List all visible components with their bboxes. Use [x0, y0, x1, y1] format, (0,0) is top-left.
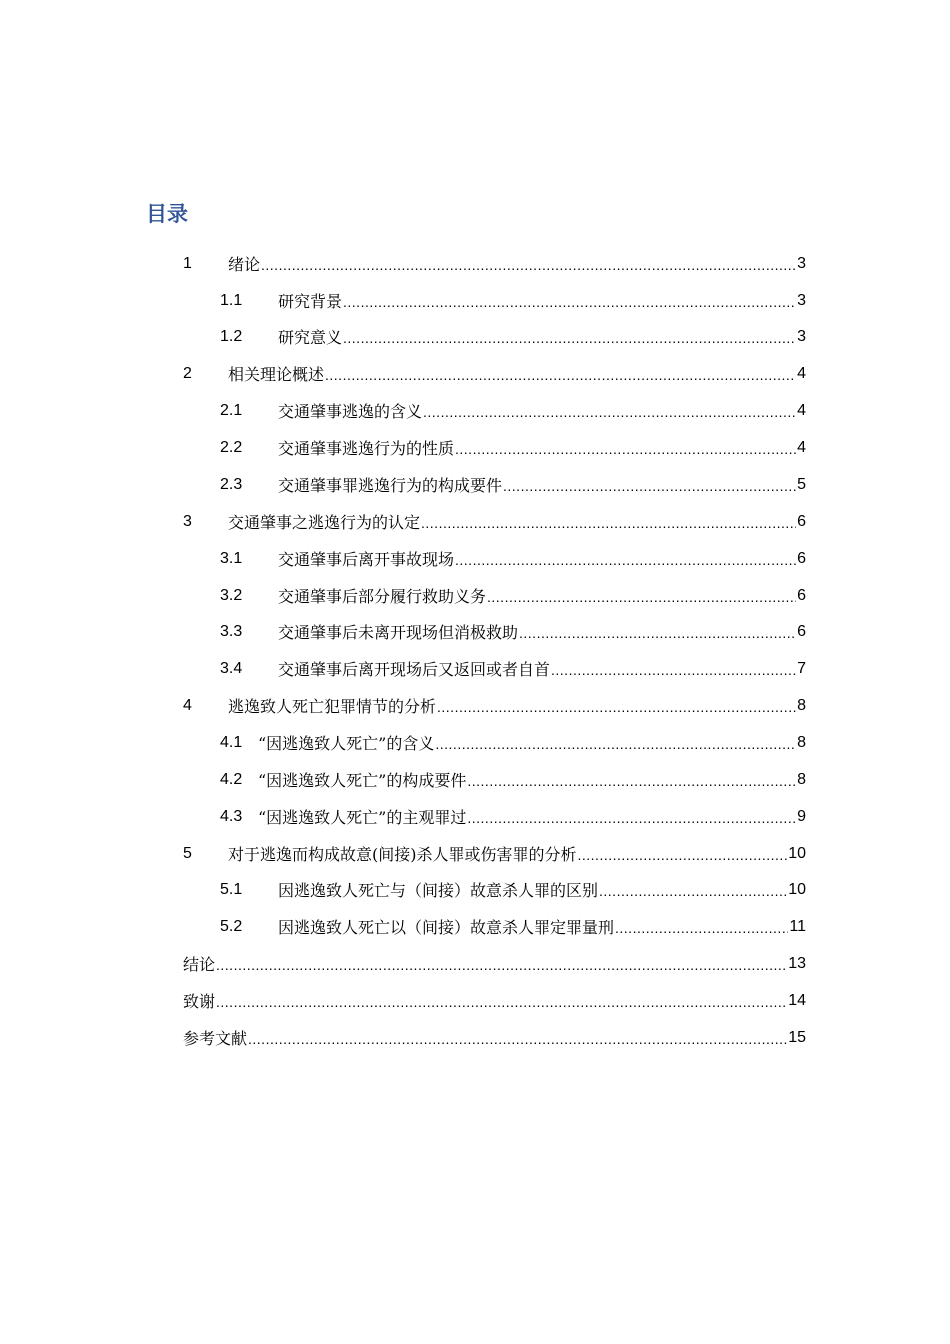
toc-entry-text: 交通肇事后部分履行救助义务	[278, 587, 487, 606]
toc-entry[interactable]	[183, 945, 806, 982]
toc-entry-page: 9	[797, 807, 806, 825]
toc-entry-page: 8	[797, 696, 806, 714]
toc-entry-page: 6	[797, 512, 806, 530]
toc-entry-page: 4	[797, 438, 806, 456]
toc-entry-number: 2	[183, 364, 192, 382]
toc-leader-dots	[216, 955, 787, 975]
toc-entry-page: 6	[797, 622, 806, 640]
toc-entry-page: 5	[797, 475, 806, 493]
toc-leader-dots	[503, 476, 796, 496]
toc-entry-number: 5.1	[220, 880, 243, 898]
toc-entry[interactable]	[220, 577, 806, 614]
toc-entry[interactable]	[183, 1019, 806, 1056]
toc-entry-text: 交通肇事后未离开现场但消极救助	[278, 623, 519, 642]
toc-entry-text: 交通肇事逃逸行为的性质	[278, 439, 455, 458]
toc-entry[interactable]	[220, 466, 806, 503]
toc-entry-text: 研究意义	[278, 328, 343, 347]
toc-leader-dots	[437, 697, 796, 717]
toc-leader-dots	[421, 513, 796, 533]
toc-entry[interactable]	[220, 908, 806, 945]
toc-entry-number: 3.3	[220, 622, 243, 640]
toc-entry-number: 5	[183, 844, 192, 862]
toc-entry-page: 7	[797, 659, 806, 677]
toc-entry-number: 2.2	[220, 438, 243, 456]
toc-entry-text: “因逃逸致人死亡”的含义	[258, 734, 435, 753]
toc-entry-number: 3.4	[220, 659, 243, 677]
toc-entry-number: 3	[183, 512, 192, 530]
toc-entry[interactable]	[220, 650, 806, 687]
toc-entry-text: 交通肇事罪逃逸行为的构成要件	[278, 476, 503, 495]
toc-entry-text: 绪论	[228, 255, 261, 274]
toc-entry-text: 参考文献	[183, 1029, 248, 1048]
toc-entry[interactable]	[220, 613, 806, 650]
toc-entry-number: 1	[183, 254, 192, 272]
toc-leader-dots	[519, 623, 796, 643]
toc-leader-dots	[455, 439, 796, 459]
toc-entry-text: 因逃逸致人死亡与（间接）故意杀人罪的区别	[278, 881, 599, 900]
toc-entry-number: 1.1	[220, 291, 243, 309]
toc-entry-page: 10	[788, 880, 806, 898]
toc-entry[interactable]	[220, 392, 806, 429]
toc-entry-text: 结论	[183, 955, 216, 974]
toc-entry-page: 11	[789, 917, 806, 935]
toc-entry[interactable]	[183, 245, 806, 282]
toc-entry-text: 交通肇事后离开事故现场	[278, 550, 455, 569]
toc-entry-page: 3	[797, 291, 806, 309]
toc-entry-text: 对于逃逸而构成故意(间接)杀人罪或伤害罪的分析	[228, 845, 577, 864]
toc-leader-dots	[261, 255, 796, 275]
toc-entry[interactable]	[220, 798, 806, 835]
toc-leader-dots	[423, 402, 796, 422]
toc-leader-dots	[325, 365, 796, 385]
toc-entry-number: 5.2	[220, 917, 243, 935]
toc-leader-dots	[467, 808, 796, 828]
toc-entry-text: 交通肇事后离开现场后又返回或者自首	[278, 660, 551, 679]
toc-leader-dots	[467, 771, 796, 791]
toc-entry-number: 2.3	[220, 475, 243, 493]
toc-entry-text: “因逃逸致人死亡”的构成要件	[258, 771, 467, 790]
toc-entry-text: 因逃逸致人死亡以（间接）故意杀人罪定罪量刑	[278, 918, 615, 937]
toc-entry-page: 15	[788, 1028, 806, 1046]
toc-entry-page: 4	[797, 364, 806, 382]
toc-entry[interactable]	[220, 724, 806, 761]
toc-leader-dots	[578, 845, 788, 865]
toc-entry[interactable]	[220, 282, 806, 319]
toc-leader-dots	[599, 881, 787, 901]
toc-entry-text: 致谢	[183, 992, 216, 1011]
toc-entry-page: 6	[797, 549, 806, 567]
toc-entry-number: 4.3	[220, 807, 243, 825]
toc-entry[interactable]	[220, 540, 806, 577]
toc-entry[interactable]	[183, 503, 806, 540]
toc-entry[interactable]	[220, 429, 806, 466]
toc-entry-text: 相关理论概述	[228, 365, 325, 384]
toc-entry-page: 3	[797, 327, 806, 345]
toc-entry-page: 8	[797, 770, 806, 788]
toc-entry-page: 10	[788, 844, 806, 862]
toc-entry-page: 13	[788, 954, 806, 972]
toc-leader-dots	[435, 734, 796, 754]
toc-entry-text: “因逃逸致人死亡”的主观罪过	[258, 808, 467, 827]
toc-leader-dots	[615, 918, 788, 938]
toc-entry[interactable]	[220, 871, 806, 908]
toc-entry-page: 6	[797, 586, 806, 604]
toc-entry[interactable]	[183, 982, 806, 1019]
toc-title: 目录	[146, 202, 188, 226]
toc-leader-dots	[551, 660, 796, 680]
toc-entry[interactable]	[220, 761, 806, 798]
toc-entry-page: 8	[797, 733, 806, 751]
toc-entry-number: 4.1	[220, 733, 243, 751]
toc-entry-text: 研究背景	[278, 292, 343, 311]
toc-entry-page: 14	[788, 991, 806, 1009]
toc-entry[interactable]	[183, 835, 806, 872]
toc-entry-text: 交通肇事之逃逸行为的认定	[228, 513, 421, 532]
toc-entry-text: 交通肇事逃逸的含义	[278, 402, 423, 421]
toc-leader-dots	[487, 587, 796, 607]
toc-leader-dots	[216, 992, 787, 1012]
toc-entry-number: 3.1	[220, 549, 243, 567]
toc-leader-dots	[343, 292, 796, 312]
toc-entry[interactable]	[220, 318, 806, 355]
toc-leader-dots	[343, 328, 796, 348]
toc-entry-number: 2.1	[220, 401, 243, 419]
toc-entry-text: 逃逸致人死亡犯罪情节的分析	[228, 697, 437, 716]
toc-entry-number: 4.2	[220, 770, 243, 788]
toc-entry-page: 3	[797, 254, 806, 272]
toc-leader-dots	[455, 550, 796, 570]
toc-entry[interactable]	[183, 687, 806, 724]
toc-entry-number: 1.2	[220, 327, 243, 345]
toc-entry-page: 4	[797, 401, 806, 419]
toc-leader-dots	[248, 1029, 787, 1049]
toc-entry[interactable]	[183, 355, 806, 392]
toc-entry-number: 4	[183, 696, 192, 714]
toc-entry-number: 3.2	[220, 586, 243, 604]
